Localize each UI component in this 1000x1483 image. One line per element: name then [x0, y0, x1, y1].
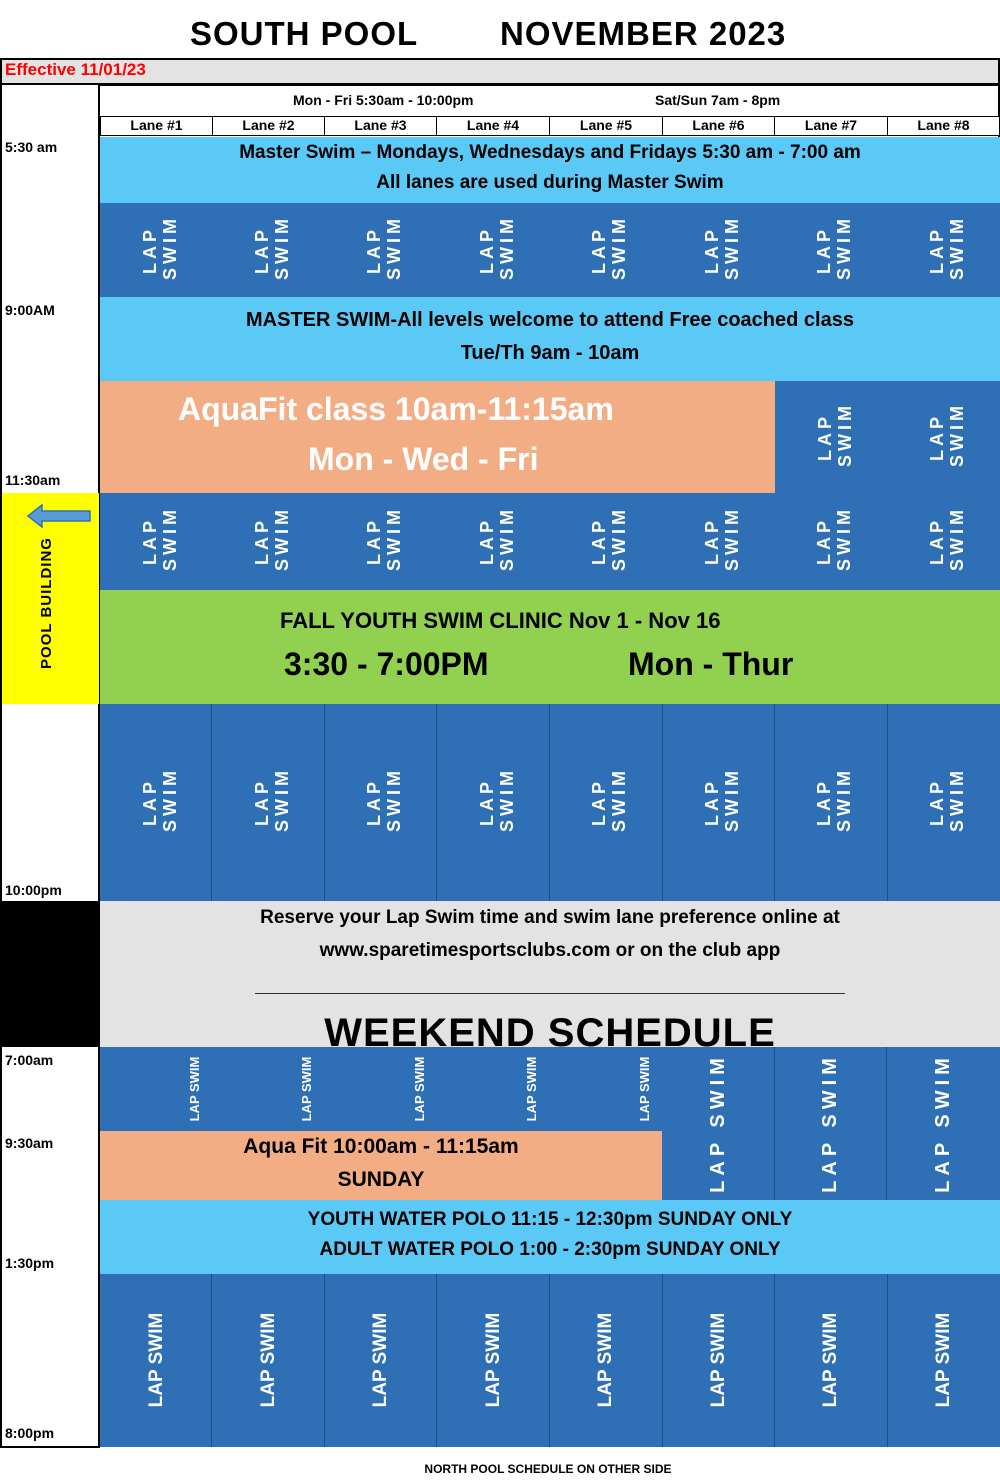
pool-building-label: POOL BUILDING	[38, 537, 55, 669]
aquafit-block	[100, 381, 775, 493]
lap-swim-label: LAP SWIM	[364, 215, 404, 280]
master-swim-9am-line2: Tue/Th 9am - 10am	[460, 342, 640, 364]
time-label: 1:30pm	[5, 1255, 55, 1271]
lap-swim-row-2	[100, 493, 1000, 590]
water-polo-block	[100, 1200, 1000, 1274]
lap-swim-label: LAP SWIM	[299, 1056, 314, 1122]
lap-swim-label: LAP SWIM	[820, 1312, 841, 1408]
time-label: 10:00pm	[5, 882, 62, 898]
lap-swim-lanes-7-8	[775, 381, 1000, 493]
lap-swim-label: LAP SWIM	[258, 1312, 279, 1408]
weekend-lap-swim-row-2	[100, 1274, 1000, 1447]
lap-swim-label: LAP SWIM	[927, 215, 967, 280]
lane-header: Lane #2	[212, 116, 325, 136]
black-block	[2, 901, 99, 1047]
aquafit-sunday-line2: SUNDAY	[337, 1168, 425, 1191]
master-swim-am	[100, 137, 1000, 203]
lane-header: Lane #6	[662, 116, 775, 136]
lap-swim-label: LAP SWIM	[364, 767, 404, 832]
master-swim-am-line2: All lanes are used during Master Swim	[376, 172, 724, 193]
effective-bar	[0, 58, 1000, 85]
lap-swim-label: LAP SWIM	[702, 215, 742, 280]
month-year: NOVEMBER 2023	[500, 15, 787, 52]
lap-swim-label: LAP SWIM	[927, 506, 967, 571]
lap-swim-label: LAP SWIM	[814, 767, 854, 832]
time-column	[0, 85, 100, 1448]
pool-building-block	[2, 493, 99, 704]
lap-swim-label: LAP SWIM	[477, 767, 517, 832]
divider	[255, 993, 845, 994]
lap-swim-label: LAP SWIM	[483, 1312, 504, 1408]
lap-swim-label: LAP SWIM	[477, 506, 517, 571]
aquafit-sunday-line1: Aqua Fit 10:00am - 11:15am	[243, 1135, 519, 1158]
weekday-hours: Mon - Fri 5:30am - 10:00pm	[293, 92, 474, 108]
water-polo-adult: ADULT WATER POLO 1:00 - 2:30pm SUNDAY ONLY	[319, 1239, 781, 1260]
master-swim-9am	[100, 297, 1000, 381]
master-swim-am-line1: Master Swim – Mondays, Wednesdays and Fridays 5:30 am - 7:00 am	[239, 142, 861, 163]
lane-header: Lane #8	[887, 116, 1000, 136]
lap-swim-label: LAP SWIM	[708, 1312, 729, 1408]
master-swim-9am-line1: MASTER SWIM-All levels welcome to attend Free coached class	[246, 309, 854, 331]
lap-swim-label: LAP SWIM	[927, 767, 967, 832]
time-label: 11:30am	[5, 472, 61, 488]
lap-swim-label: LAP SWIM	[370, 1312, 391, 1408]
lap-swim-label: LAP SWIM	[702, 767, 742, 832]
time-label: 9:30am	[5, 1135, 54, 1151]
lap-swim-label: LAP SWIM	[933, 1312, 954, 1408]
lap-swim-label: LAP SWIM	[637, 1056, 652, 1122]
lane-header: Lane #5	[549, 116, 663, 136]
lap-swim-label: LAP SWIM	[819, 1053, 841, 1193]
time-label: 5:30 am	[5, 139, 58, 155]
lap-swim-label: LAP SWIM	[707, 1053, 729, 1193]
lap-swim-label: LAP SWIM	[595, 1312, 616, 1408]
lap-swim-label: LAP SWIM	[589, 767, 629, 832]
weekend-hours: Sat/Sun 7am - 8pm	[655, 92, 781, 108]
lap-swim-label: LAP SWIM	[589, 506, 629, 571]
reserve-line1: Reserve your Lap Swim time and swim lane preference online at	[260, 907, 840, 928]
lap-swim-label: LAP SWIM	[932, 1053, 954, 1193]
aquafit-line1: AquaFit class 10am-11:15am	[178, 391, 614, 427]
aquafit-line2: Mon - Wed - Fri	[308, 441, 539, 477]
weekend-lap-swim-lanes-6-8	[662, 1047, 1000, 1200]
lap-swim-label: LAP SWIM	[140, 215, 180, 280]
lap-swim-label: LAP SWIM	[412, 1056, 427, 1122]
youth-clinic-days: Mon - Thur	[628, 646, 794, 682]
reserve-block	[100, 901, 1000, 1047]
footer-note: NORTH POOL SCHEDULE ON OTHER SIDE	[424, 1462, 672, 1476]
youth-clinic-title: FALL YOUTH SWIM CLINIC Nov 1 - Nov 16	[280, 608, 721, 633]
lap-swim-row-3	[100, 704, 1000, 901]
lap-swim-label: LAP SWIM	[252, 506, 292, 571]
youth-clinic-block	[100, 590, 1000, 704]
lap-swim-row-1	[100, 203, 1000, 297]
lap-swim-label: LAP SWIM	[814, 506, 854, 571]
time-label: 9:00AM	[5, 302, 55, 318]
lap-swim-label: LAP SWIM	[477, 215, 517, 280]
lap-swim-label: LAP SWIM	[702, 506, 742, 571]
time-label: 8:00pm	[5, 1425, 55, 1441]
lap-swim-label: LAP SWIM	[814, 215, 854, 280]
lap-swim-label: LAP SWIM	[815, 402, 855, 467]
lap-swim-label: LAP SWIM	[140, 767, 180, 832]
water-polo-youth: YOUTH WATER POLO 11:15 - 12:30pm SUNDAY ONLY	[307, 1209, 793, 1230]
aquafit-sunday-block	[100, 1131, 662, 1200]
lap-swim-label: LAP SWIM	[589, 215, 629, 280]
lane-header: Lane #4	[436, 116, 550, 136]
lap-swim-label: LAP SWIM	[252, 767, 292, 832]
youth-clinic-time: 3:30 - 7:00PM	[284, 646, 489, 682]
reserve-line2: www.sparetimesportsclubs.com or on the club app	[319, 940, 781, 961]
lap-swim-label: LAP SWIM	[524, 1056, 539, 1122]
pool-name: SOUTH POOL	[190, 15, 419, 52]
lap-swim-label: LAP SWIM	[187, 1056, 202, 1122]
lap-swim-label: LAP SWIM	[140, 506, 180, 571]
effective-date: Effective 11/01/23	[5, 60, 146, 79]
lap-swim-label: LAP SWIM	[364, 506, 404, 571]
lap-swim-label: LAP SWIM	[927, 402, 967, 467]
weekend-title: WEEKEND SCHEDULE	[324, 1011, 776, 1047]
weekend-lap-swim-row-1	[100, 1047, 662, 1131]
lane-header: Lane #3	[324, 116, 437, 136]
lane-header: Lane #7	[774, 116, 888, 136]
lap-swim-label: LAP SWIM	[146, 1312, 167, 1408]
time-label: 7:00am	[5, 1052, 54, 1068]
lap-swim-label: LAP SWIM	[252, 215, 292, 280]
lane-header: Lane #1	[100, 116, 213, 136]
